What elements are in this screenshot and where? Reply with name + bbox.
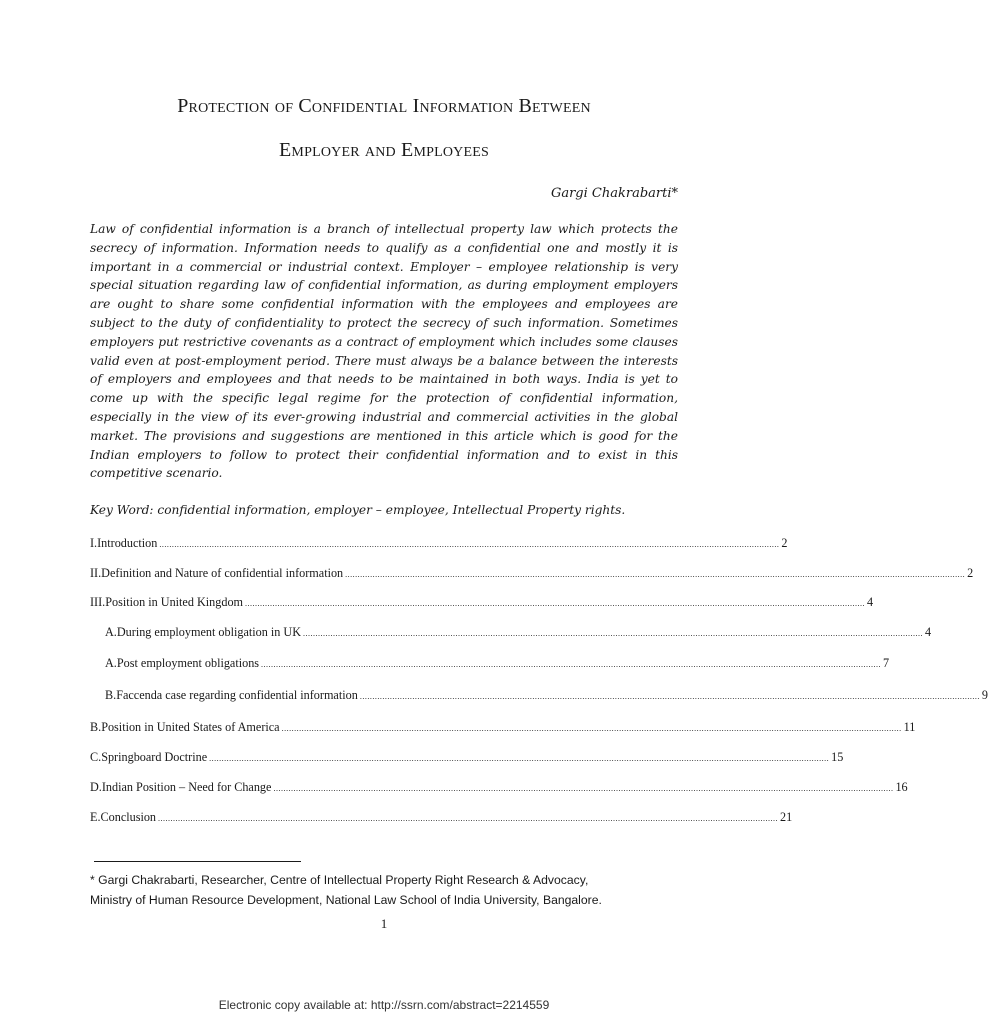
toc-entry-number: III. bbox=[90, 595, 106, 609]
toc-leader-dots: ........................................................................................................................................................................................................................................................ bbox=[158, 814, 779, 823]
toc-leader-dots: ........................................................................................................................................................................................................................................................ bbox=[159, 540, 780, 549]
toc-leader-dots: ........................................................................................................................................................................................................................................................ bbox=[359, 692, 980, 701]
toc-leader-dots: ........................................................................................................................................................................................................................................................ bbox=[345, 570, 966, 579]
toc-entry bbox=[90, 595, 874, 610]
toc-leader-dots: ........................................................................................................................................................................................................................................................ bbox=[303, 629, 924, 638]
toc-entry-label: Springboard Doctrine bbox=[101, 750, 208, 764]
page-number: 1 bbox=[380, 916, 388, 931]
paper-title-line-1: Protection of Confidential Information Between bbox=[177, 95, 591, 117]
ssrn-availability-notice: Electronic copy available at: http://ssrn.com/abstract=2214559 bbox=[218, 998, 550, 1012]
toc-entry-number: C. bbox=[90, 750, 102, 764]
toc-entry-number: B. bbox=[90, 720, 102, 734]
toc-entry-number: E. bbox=[90, 810, 101, 824]
author-footnote bbox=[90, 870, 690, 910]
toc-entry-page: 9 bbox=[981, 688, 988, 702]
toc-entry bbox=[90, 780, 908, 795]
abstract: Law of confidential information is a branch of intellectual property law which protects the secrecy of information. Information needs to qualify as a confidential one and mostly it is important in a commercial or industrial context. Employer – employee relationship is very special situation regarding law of confidential information, as during employment employers are ought to share some confidential information with the employees and employees are subject to the duty of confidentiality to protect the secrecy of such information. Sometimes employers put restrictive covenants as a contract of employment which includes some clauses valid even at post-employment period. There must always be a balance between the interests of employers and employees and that needs to be maintained in both ways. India is yet to come up with the specific legal regime for the protection of confidential information, especially in the view of its ever-growing industrial and commercial activities in the global market. The provisions and suggestions are mentioned in this article which is good for the Indian employers to follow to protect their confidential information and to exist in this competitive scenario. bbox=[90, 222, 678, 481]
toc-leader-dots: ........................................................................................................................................................................................................................................................ bbox=[281, 724, 902, 733]
footnote-line-2: Ministry of Human Resource Development, National Law School of India University, Bangalore. bbox=[90, 893, 602, 907]
toc-entry-number: A. bbox=[105, 625, 117, 639]
toc-entry-page: 11 bbox=[903, 720, 916, 734]
toc-entry bbox=[90, 566, 974, 581]
toc-entry bbox=[105, 656, 890, 671]
toc-entry bbox=[105, 625, 932, 640]
footnote-separator bbox=[94, 861, 301, 862]
toc-entry bbox=[90, 536, 788, 551]
toc-entry-label: Post employment obligations bbox=[116, 656, 260, 670]
toc-entry-label: Indian Position – Need for Change bbox=[101, 780, 272, 794]
toc-entry-page: 4 bbox=[925, 625, 932, 639]
toc-entry-number: II. bbox=[90, 566, 102, 580]
toc-entry-page: 7 bbox=[883, 656, 890, 670]
toc-entry-number: A. bbox=[105, 656, 117, 670]
toc-entry-page: 4 bbox=[867, 595, 874, 609]
toc-leader-dots: ........................................................................................................................................................................................................................................................ bbox=[273, 784, 894, 793]
toc-entry-label: Introduction bbox=[97, 536, 158, 550]
keywords: Key Word: confidential information, employer – employee, Intellectual Property rights. bbox=[90, 503, 626, 517]
toc-entry-label: Position in United Kingdom bbox=[105, 595, 244, 609]
toc-entry-label: During employment obligation in UK bbox=[116, 625, 302, 639]
toc-entry-label: Conclusion bbox=[100, 810, 157, 824]
toc-entry bbox=[90, 810, 793, 825]
toc-entry bbox=[90, 720, 916, 735]
toc-entry bbox=[90, 750, 844, 765]
toc-entry-number: B. bbox=[105, 688, 117, 702]
toc-entry-page: 2 bbox=[781, 536, 788, 550]
toc-entry-label: Position in United States of America bbox=[101, 720, 280, 734]
toc-entry-page: 15 bbox=[831, 750, 844, 764]
author-name: Gargi Chakrabarti* bbox=[550, 186, 678, 201]
toc-leader-dots: ........................................................................................................................................................................................................................................................ bbox=[261, 660, 882, 669]
toc-entry-number: D. bbox=[90, 780, 102, 794]
toc-entry-page: 2 bbox=[967, 566, 974, 580]
toc-entry-page: 16 bbox=[895, 780, 908, 794]
toc-leader-dots: ........................................................................................................................................................................................................................................................ bbox=[245, 599, 866, 608]
toc-entry-label: Faccenda case regarding confidential information bbox=[116, 688, 358, 702]
toc-leader-dots: ........................................................................................................................................................................................................................................................ bbox=[209, 754, 830, 763]
toc-entry-number: I. bbox=[90, 536, 98, 550]
paper-title-line-2: Employer and Employees bbox=[279, 139, 489, 161]
toc-entry-label: Definition and Nature of confidential information bbox=[101, 566, 344, 580]
toc-entry-page: 21 bbox=[780, 810, 793, 824]
footnote-line-1: * Gargi Chakrabarti, Researcher, Centre of Intellectual Property Right Research & Advocacy, bbox=[90, 873, 589, 887]
toc-entry bbox=[105, 688, 988, 703]
